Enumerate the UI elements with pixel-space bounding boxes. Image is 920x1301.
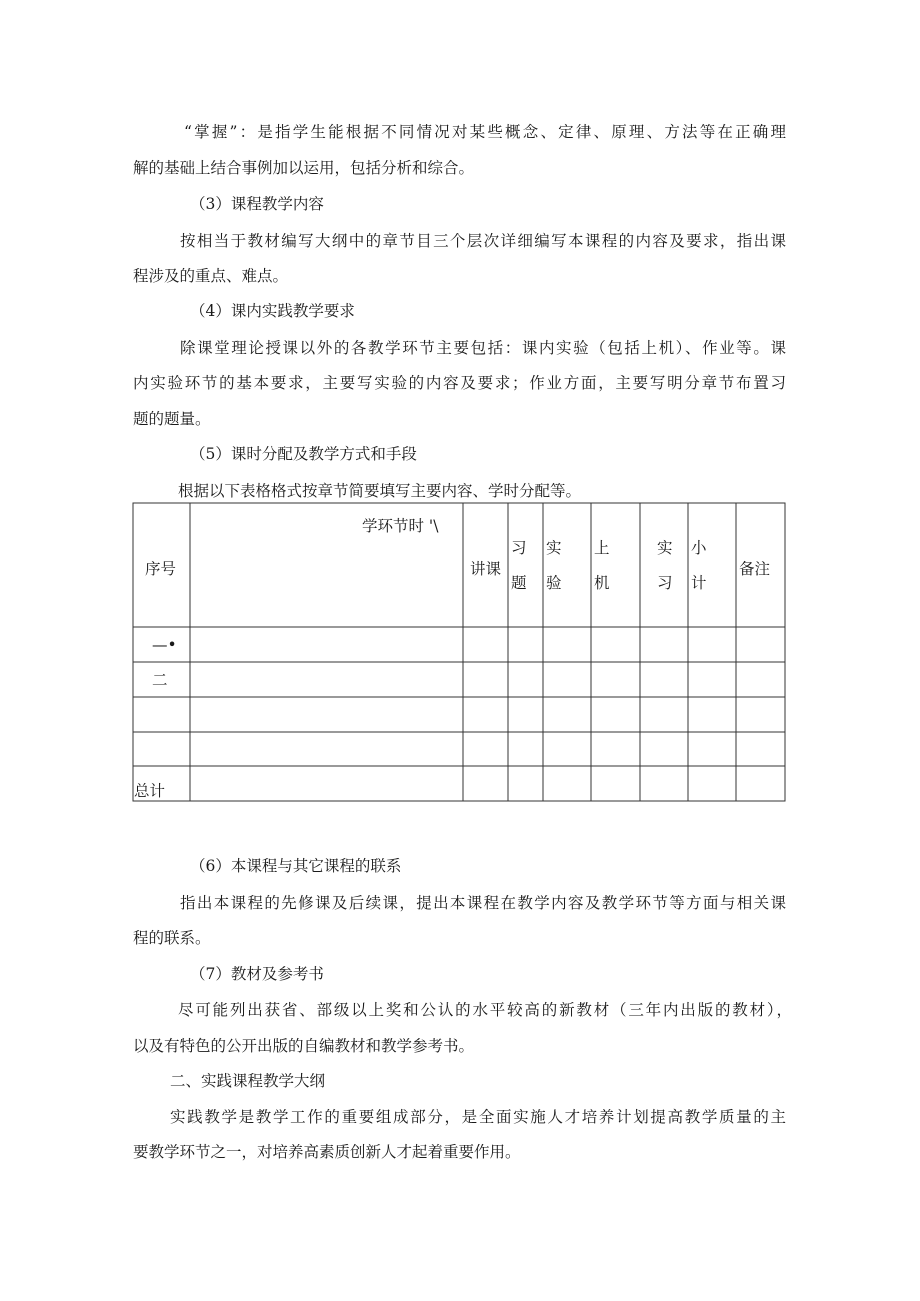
table-header-computer-bottom: 机 bbox=[594, 574, 610, 592]
table-header-practice-bottom: 习 bbox=[657, 574, 673, 592]
table-row-total-label: 总计 bbox=[134, 782, 166, 800]
table-header-exercise-top: 习 bbox=[511, 539, 527, 557]
paragraph-table-intro: 根据以下表格格式按章节简要填写主要内容、学时分配等。 bbox=[178, 482, 582, 500]
heading-hour-allocation: （5）课时分配及教学方式和手段 bbox=[190, 445, 417, 463]
heading-textbooks: （7）教材及参考书 bbox=[190, 965, 324, 983]
heading-course-relations: （6）本课程与其它课程的联系 bbox=[190, 857, 402, 875]
paragraph-relations-line-2: 程的联系。 bbox=[133, 929, 211, 947]
heading-course-content: （3）课程教学内容 bbox=[190, 195, 324, 213]
paragraph-mastery-line-2: 解的基础上结合事例加以运用，包括分析和综合。 bbox=[133, 159, 475, 177]
paragraph-relations-line-1: 指出本课程的先修课及后续课，提出本课程在教学内容及教学环节等方面与相关课 bbox=[180, 894, 786, 912]
table-header-computer-top: 上 bbox=[594, 539, 610, 557]
heading-practice-syllabus: 二、实践课程教学大纲 bbox=[170, 1072, 326, 1090]
paragraph-practice-line-3: 题的题量。 bbox=[133, 410, 211, 428]
paragraph-content-line-1: 按相当于教材编写大纲中的章节目三个层次详细编写本课程的内容及要求，指出课 bbox=[180, 232, 786, 250]
table-row-2-label: 二 bbox=[152, 671, 168, 689]
paragraph-content-line-2: 程涉及的重点、难点。 bbox=[133, 267, 289, 285]
table-header-diagonal: 学环节时 '\ bbox=[362, 517, 439, 535]
paragraph-mastery-line-1: “掌握”：是指学生能根据不同情况对某些概念、定律、原理、方法等在正确理 bbox=[184, 123, 786, 141]
heading-practice-requirements: （4）课内实践教学要求 bbox=[190, 302, 355, 320]
paragraph-textbooks-line-2: 以及有特色的公开出版的自编教材和教学参考书。 bbox=[133, 1037, 475, 1055]
table-row-1-label: —• bbox=[152, 636, 177, 654]
paragraph-practice-teaching-line-1: 实践教学是教学工作的重要组成部分，是全面实施人才培养计划提高教学质量的主 bbox=[170, 1108, 786, 1126]
table-header-seq: 序号 bbox=[145, 560, 177, 578]
paragraph-textbooks-line-1: 尽可能列出获省、部级以上奖和公认的水平较高的新教材（三年内出版的教材）， bbox=[178, 1001, 792, 1019]
table-header-subtotal-top: 小 bbox=[691, 539, 707, 557]
paragraph-practice-teaching-line-2: 要教学环节之一，对培养高素质创新人才起着重要作用。 bbox=[133, 1143, 521, 1161]
table-header-experiment-top: 实 bbox=[546, 539, 562, 557]
table-header-exercise-bottom: 题 bbox=[511, 574, 527, 592]
table-header-practice-top: 实 bbox=[657, 539, 673, 557]
table-header-lecture: 讲课 bbox=[470, 560, 502, 578]
table-header-subtotal-bottom: 计 bbox=[691, 574, 707, 592]
paragraph-practice-line-2: 内实验环节的基本要求，主要写实验的内容及要求；作业方面，主要写明分章节布置习 bbox=[133, 374, 786, 392]
table-header-experiment-bottom: 验 bbox=[546, 574, 562, 592]
paragraph-practice-line-1: 除课堂理论授课以外的各教学环节主要包括：课内实验（包括上机）、作业等。课 bbox=[180, 339, 786, 357]
table-header-remarks: 备注 bbox=[739, 560, 771, 578]
